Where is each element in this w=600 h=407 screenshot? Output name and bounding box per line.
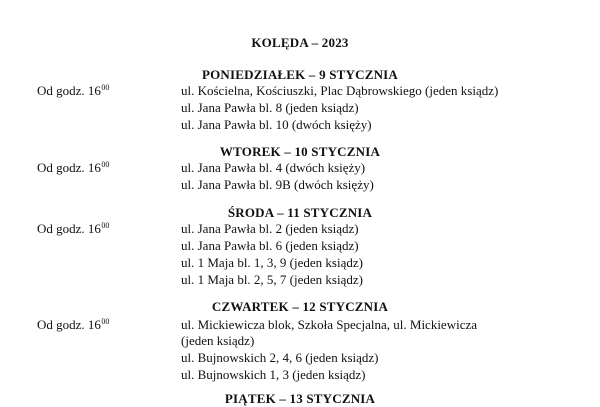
street-line: ul. Bujnowskich 1, 3 (jeden ksiądz) — [181, 367, 366, 382]
time-label-monday — [37, 83, 109, 99]
time-label-wednesday — [37, 221, 109, 237]
street-line: ul. Bujnowskich 2, 4, 6 (jeden ksiądz) — [181, 350, 379, 365]
time-superscript: 00 — [101, 83, 110, 92]
time-label-tuesday — [37, 160, 109, 176]
street-line: ul. Mickiewicza blok, Szkoła Specjalna, ul. Mickiewicza — [181, 317, 478, 332]
time-superscript: 00 — [101, 160, 110, 169]
day-heading-friday: PIĄTEK – 13 STYCZNIA — [224, 391, 376, 406]
street-line: ul. 1 Maja bl. 2, 5, 7 (jeden ksiądz) — [181, 272, 363, 287]
day-heading-thursday: CZWARTEK – 12 STYCZNIA — [211, 299, 389, 314]
day-heading-tuesday: WTOREK – 10 STYCZNIA — [219, 144, 381, 159]
time-prefix: Od godz. 16 — [37, 317, 101, 332]
document-title: KOLĘDA – 2023 — [251, 35, 349, 50]
time-prefix: Od godz. 16 — [37, 160, 101, 175]
time-prefix: Od godz. 16 — [37, 83, 101, 98]
street-line: ul. Kościelna, Kościuszki, Plac Dąbrowskiego (jeden ksiądz) — [181, 83, 499, 98]
time-superscript: 00 — [101, 221, 110, 230]
street-line: ul. 1 Maja bl. 1, 3, 9 (jeden ksiądz) — [181, 255, 363, 270]
time-label-thursday — [37, 317, 109, 333]
day-heading-wednesday: ŚRODA – 11 STYCZNIA — [227, 205, 373, 220]
street-line: (jeden ksiądz) — [181, 333, 255, 348]
street-line: ul. Jana Pawła bl. 4 (dwóch księży) — [181, 160, 366, 175]
street-line: ul. Jana Pawła bl. 9B (dwóch księży) — [181, 177, 374, 192]
street-line: ul. Jana Pawła bl. 10 (dwóch księży) — [181, 117, 372, 132]
day-heading-monday: PONIEDZIAŁEK – 9 STYCZNIA — [201, 67, 399, 82]
time-prefix: Od godz. 16 — [37, 221, 101, 236]
street-line: ul. Jana Pawła bl. 2 (jeden ksiądz) — [181, 221, 359, 236]
street-line: ul. Jana Pawła bl. 8 (jeden ksiądz) — [181, 100, 359, 115]
street-line: ul. Jana Pawła bl. 6 (jeden ksiądz) — [181, 238, 359, 253]
time-superscript: 00 — [101, 317, 110, 326]
